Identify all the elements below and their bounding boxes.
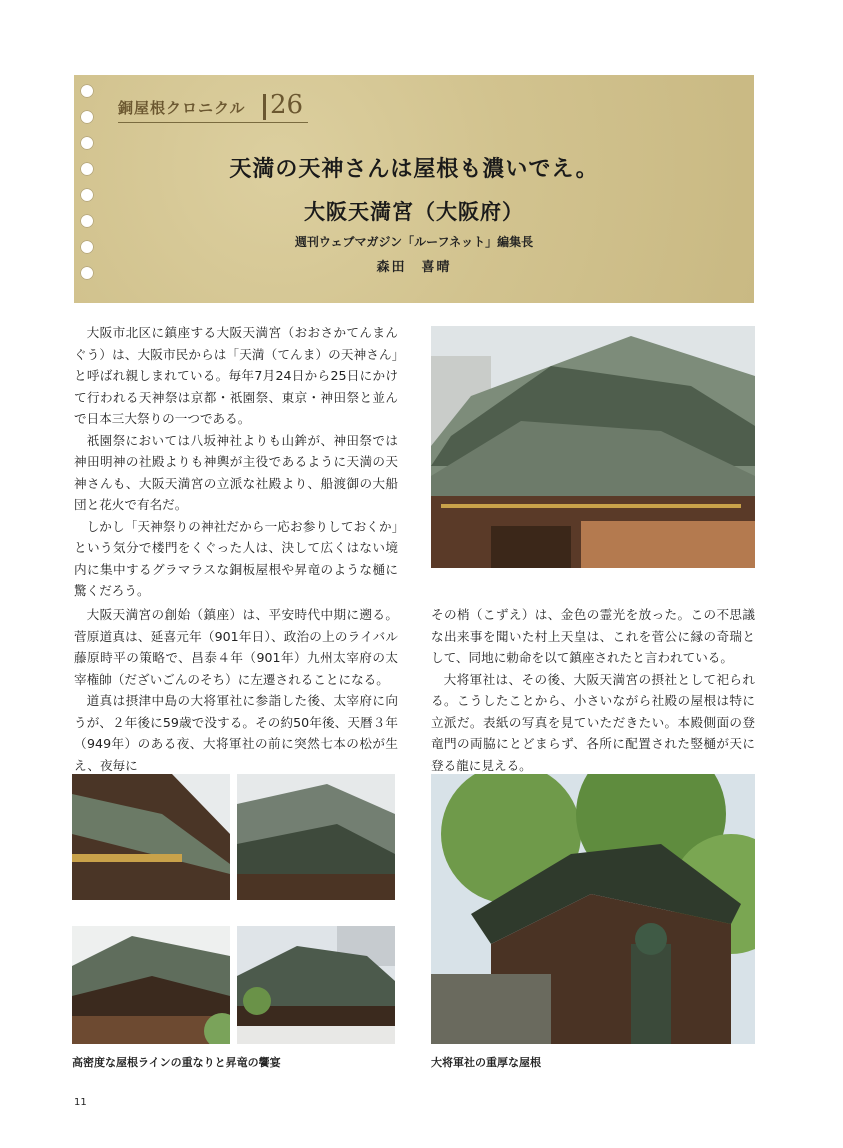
body-column-1 — [74, 322, 398, 602]
paragraph: 大阪市北区に鎮座する大阪天満宮（おおさかてんまんぐう）は、大阪市民からは「天満（てんま）の天神さん」と呼ばれ親しまれている。毎年7月24日から25日にかけて行われる天神祭は京都・祇園祭、東京・神田祭と並んで日本三大祭りの一つである。 — [74, 325, 398, 426]
body-column-3 — [431, 604, 755, 776]
paragraph: 大将軍社は、その後、大阪天満宮の摂社として祀られる。こうしたことから、小さいながら社殿の屋根は特に立派だ。表紙の写真を見ていただきたい。本殿側面の登竜門の両脇にとどまらず、各所に配置された竪樋が天に登る龍に見える。 — [431, 671, 755, 773]
paragraph: 大阪天満宮の創始（鎮座）は、平安時代中期に遡る。菅原道真は、延喜元年（901年日）、政治の上のライバル藤原時平の策略で、昌泰４年（901年）九州太宰府の太宰権帥（だざいごんのそち）に左遷されることになる。 — [74, 607, 398, 687]
article-subtitle: 大阪天満宮（大阪府） — [304, 200, 524, 224]
author-role: 週刊ウェブマガジン「ルーフネット」編集長 — [294, 235, 534, 249]
caption-left: 高密度な屋根ラインの重なりと昇竜の饗宴 — [72, 1056, 281, 1069]
paragraph: 道真は摂津中島の大将軍社に参詣した後、太宰府に向うが、２年後に59歳で没する。その約50年後、天暦３年（949年）のある夜、大将軍社の前に突然七本の松が生え、夜毎に — [74, 693, 398, 773]
series-number: 26 — [270, 90, 304, 120]
author-name: 森田 喜晴 — [376, 260, 452, 275]
caption-right: 大将軍社の重厚な屋根 — [431, 1056, 541, 1069]
photo-taishogun-shrine — [431, 774, 755, 1044]
article-title: 天満の天神さんは屋根も濃いでえ。 — [229, 157, 599, 182]
series-divider — [263, 94, 266, 120]
body-column-2 — [74, 604, 398, 776]
photo-shrine-roof — [431, 326, 755, 568]
paragraph: その梢（こずえ）は、金色の霊光を放った。この不思議な出来事を聞いた村上天皇は、これを菅公に縁の奇瑞として、同地に勅命を以て鎮座されたと言われている。 — [431, 607, 755, 665]
photo-roof-lines-3 — [72, 926, 230, 1044]
paragraph: しかし「天神祭りの神社だから一応お参りしておくか」という気分で楼門をくぐった人は、決して広くはない境内に集中するグラマラスな銅板屋根や昇竜のような樋に驚くだろう。 — [74, 518, 398, 598]
photo-shrine-overview — [237, 926, 395, 1044]
photo-roof-lines-1 — [72, 774, 230, 900]
series-name: 銅屋根クロニクル — [118, 99, 246, 117]
photo-roof-lines-2 — [237, 774, 395, 900]
page-number: 11 — [74, 1097, 87, 1108]
series-label — [118, 92, 308, 123]
paragraph: 祇園祭においては八坂神社よりも山鉾が、神田祭では神田明神の社殿よりも神輿が主役であるように天満の天神さんも、大阪天満宮の立派な社殿より、船渡御の大船団と花火で有名だ。 — [74, 432, 398, 512]
